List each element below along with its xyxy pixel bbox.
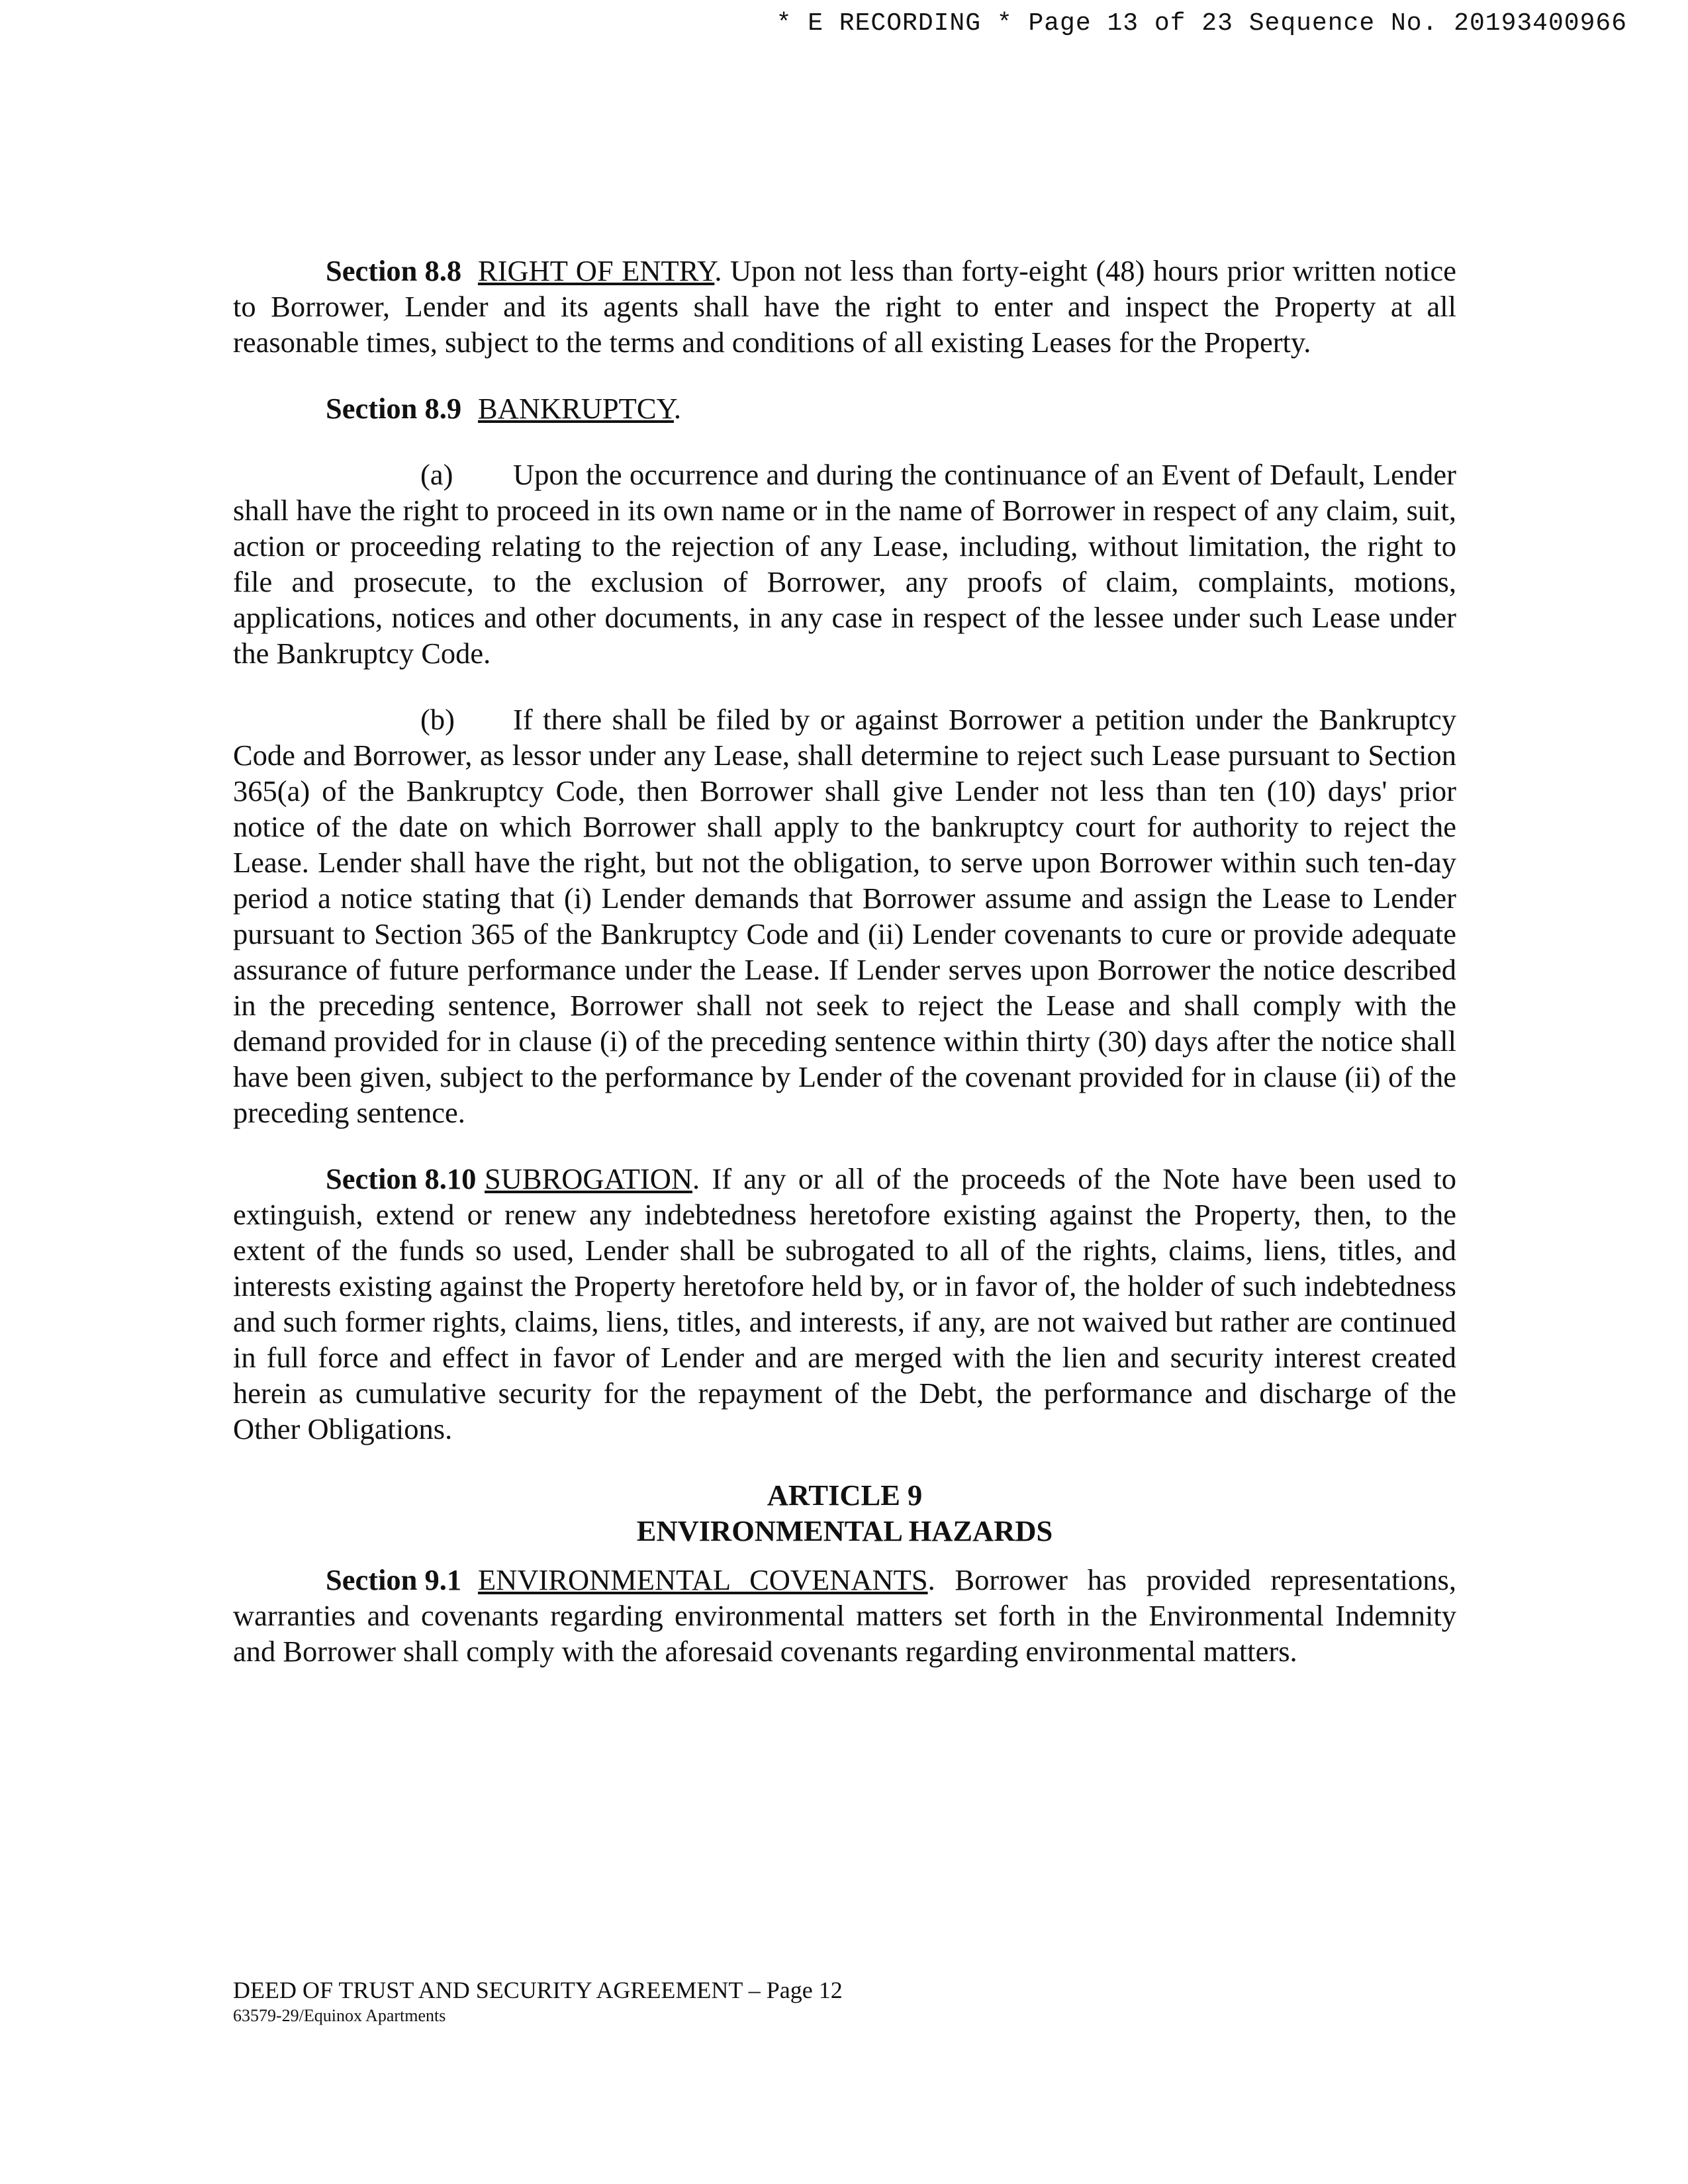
section-title: RIGHT OF ENTRY: [478, 254, 715, 287]
section-number: Section 8.9: [326, 392, 462, 425]
section-text: . Upon not less than forty-eight (48) hours prior written notice to Borrower, Lender and its agents shall have the right to enter and inspect the Property at all reasonable times, subject to the terms and conditions of all existing Leases for the Property.: [233, 254, 1456, 359]
section-8-9-b: [233, 702, 1456, 1130]
section-number: Section 9.1: [326, 1563, 462, 1596]
recording-stamp: * E RECORDING * Page 13 of 23 Sequence No. 20193400966: [776, 9, 1627, 38]
section-number: Section 8.10: [326, 1162, 477, 1195]
section-8-9-heading: [233, 390, 1456, 426]
page-footer: [233, 1976, 843, 2027]
section-9-1: [233, 1562, 1456, 1669]
article-9-heading: [233, 1477, 1456, 1549]
footer-title: DEED OF TRUST AND SECURITY AGREEMENT – Page 12: [233, 1977, 843, 2003]
section-8-10: [233, 1161, 1456, 1447]
clause-text: If there shall be filed by or against Borrower a petition under the Bankruptcy Code and Borrower, as lessor under any Lease, shall determine to reject such Lease pursuant to Section 365(a) of the Bankruptcy Code, then Borrower shall give Lender not less than ten (10) days' prior notice of the date on which Borrower shall apply to the bankruptcy court for authority to reject the Lease. Lender shall have the right, but not the obligation, to serve upon Borrower within such ten-day period a notice stating that (i) Lender demands that Borrower assume and assign the Lease to Lender pursuant to Section 365 of the Bankruptcy Code and (ii) Lender covenants to cure or provide adequate assurance of future performance under the Lease. If Lender serves upon Borrower the notice described in the preceding sentence, Borrower shall not seek to reject the Lease and shall comply with the demand provided for in clause (i) of the preceding sentence within thirty (30) days after the notice shall have been given, subject to the performance by Lender of the covenant provided for in clause (ii) of the preceding sentence.: [233, 703, 1456, 1129]
document-body: [233, 253, 1456, 1700]
clause-label: (b): [420, 703, 455, 736]
section-title: BANKRUPTCY: [478, 392, 674, 425]
clause-text: Upon the occurrence and during the continuance of an Event of Default, Lender shall have the right to proceed in its own name or in the name of Borrower in respect of any claim, suit, action or proceeding relating to the rejection of any Lease, including, without limitation, the right to file and prosecute, to the exclusion of Borrower, any proofs of claim, complaints, motions, applications, notices and other documents, in any case in respect of the lessee under such Lease under the Bankruptcy Code.: [233, 458, 1456, 670]
footer-reference: 63579-29/Equinox Apartments: [233, 2006, 446, 2025]
section-title: ENVIRONMENTAL COVENANTS: [478, 1563, 928, 1596]
section-number: Section 8.8: [326, 254, 462, 287]
section-text: . If any or all of the proceeds of the Note have been used to extinguish, extend or renew any indebtedness heretofore existing against the Property, then, to the extent of the funds so used, Lender shall be subrogated to all of the rights, claims, liens, titles, and interests existing against the Property heretofore held by, or in favor of, the holder of such indebtedness and such former rights, claims, liens, titles, and interests, if any, are not waived but rather are continued in full force and effect in favor of Lender and are merged with the lien and security interest created herein as cumulative security for the repayment of the Debt, the performance and discharge of the Other Obligations.: [233, 1162, 1456, 1445]
section-8-8: [233, 253, 1456, 360]
article-title: ENVIRONMENTAL HAZARDS: [636, 1514, 1053, 1547]
section-8-9-a: [233, 457, 1456, 671]
section-text: . Borrower has provided representations, warranties and covenants regarding environmental matters set forth in the Environmental Indemnity and Borrower shall comply with the aforesaid covenants regarding environmental matters.: [233, 1563, 1456, 1668]
section-title: SUBROGATION: [485, 1162, 692, 1195]
article-label: ARTICLE 9: [767, 1479, 923, 1512]
section-title-suffix: .: [673, 392, 682, 425]
clause-label: (a): [420, 458, 453, 491]
